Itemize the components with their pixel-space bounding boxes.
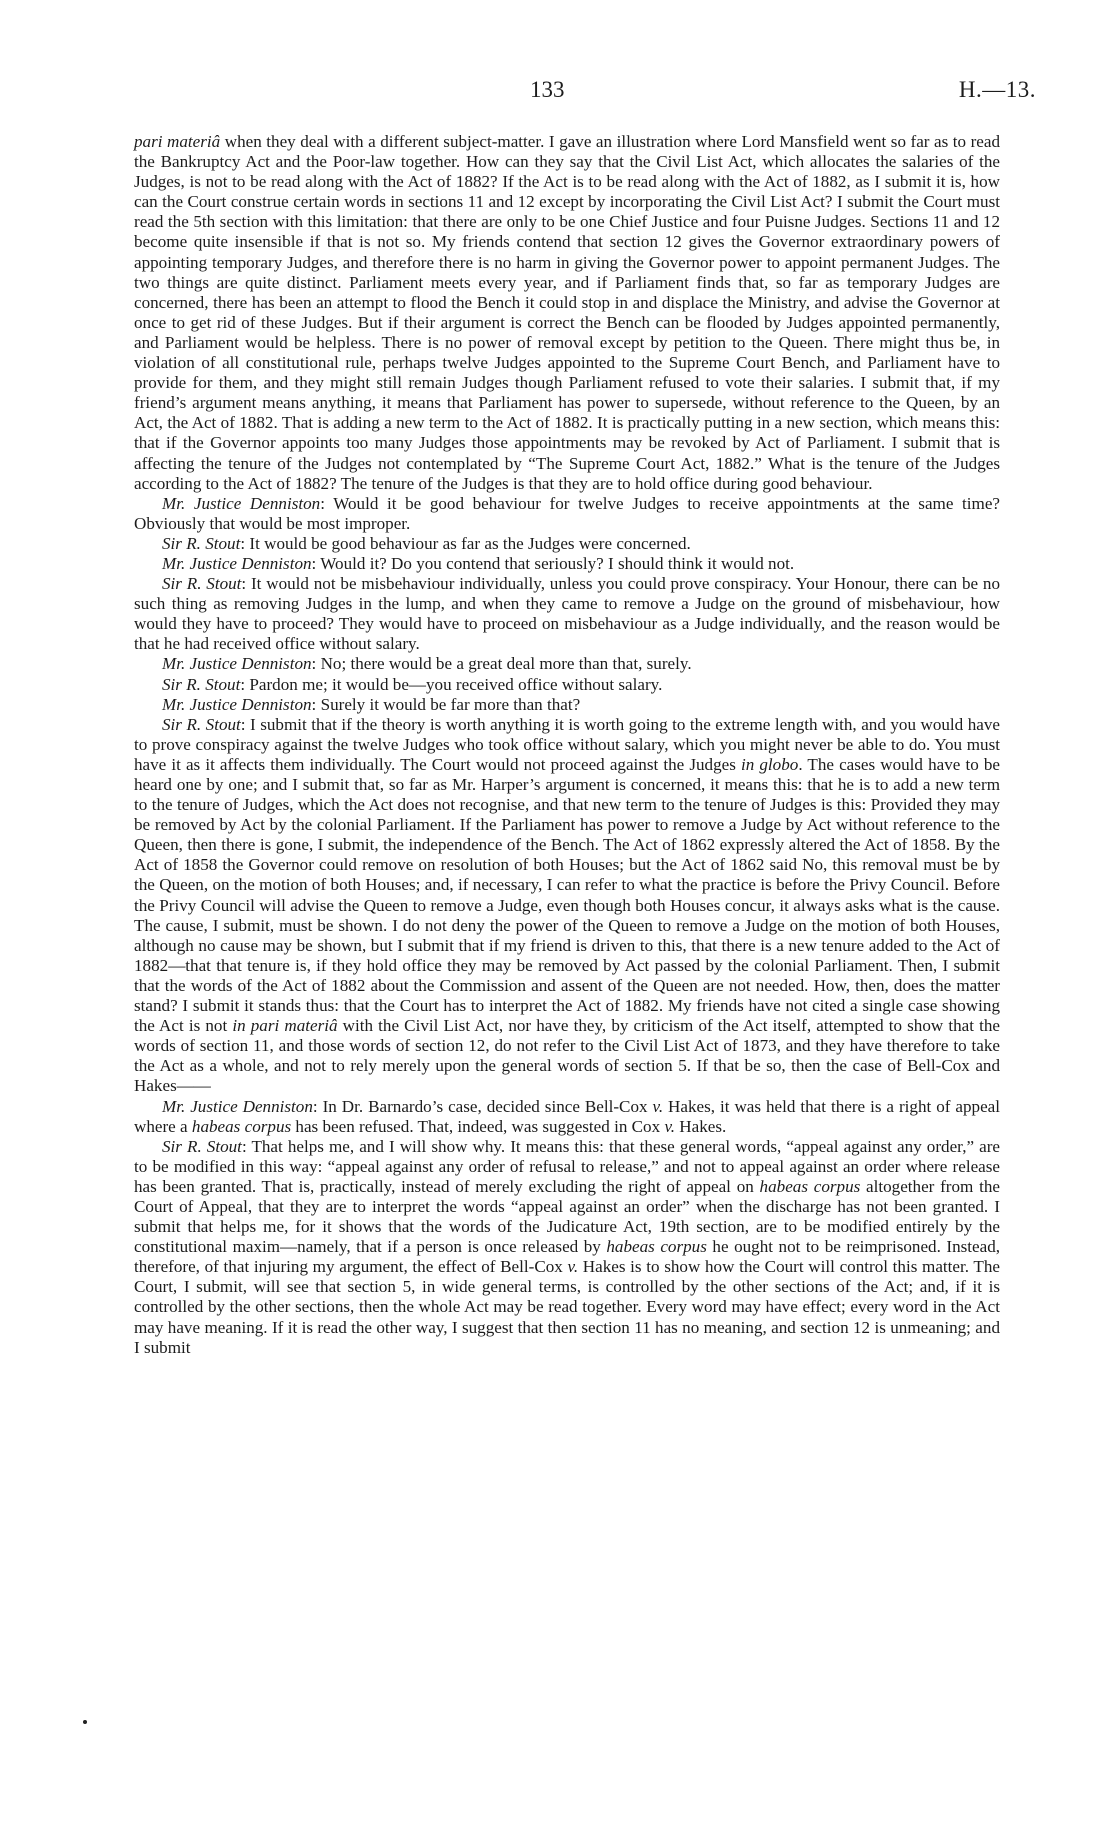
text-segment: : It would not be misbehaviour individually, unless you could prove conspiracy. Your Honour, there can be no such thing as removing Judges in the lump, and when they came to remove a Judge on the ground of misbehaviour, how would they have to proceed? They would have to proceed on misbehaviour as a Judge individually, and the reason would be that he had received office without salary.: [134, 574, 1000, 654]
text-segment: . The cases would have to be heard one by one; and I submit that, so far as Mr. Harper’s argument is concerned, it means this: that he is to add a new term to the tenure of Judges, which the Act does not recognise, and that new term to the tenure of Judges is this: Provided they may be removed by Act by the colonial Parliament. If the Parliament has power to remove a Judge by Act without reference to the Queen, then there is gone, I submit, the independence of the Bench. The Act of 1862 expressly altered the Act of 1858. By the Act of 1858 the Governor could remove on resolution of both Houses; but the Act of 1862 said No, this removal must be by the Queen, on the motion of both Houses; and, if necessary, I can refer to what the practice is before the Privy Council. Before the Privy Council will advise the Queen to remove a Judge, even though both Houses concur, it always asks what is the cause. The cause, I submit, must be shown. I do not deny the power of the Queen to remove a Judge on the motion of both Houses, although no cause may be shown, but I submit that if my friend is driven to this, that there is a new tenure added to the Act of 1882—that that tenure is, if they hold office they may be removed by Act passed by the colonial Parliament. Then, I submit that the words of the Act of 1882 about the Commission and assent of the Queen are not needed. How, then, does the matter stand? I submit it stands thus: that the Court has to interpret the Act of 1882. My friends have not cited a single case showing the Act is not: [134, 754, 1000, 1036]
speaker-name: Mr. Justice Denniston: [162, 1096, 313, 1116]
text-segment: : That helps me, and I will show why. It means this: that these general words, “appeal against any order,” are to be modified in this way: “appeal against any order of refusal to release,” and not to appeal against an order where release has been granted. That is, practically, instead of merely excluding the right of appeal on: [134, 1136, 1000, 1196]
text-segment: : I submit that if the theory is worth anything it is worth going to the extreme length with, and you would have to prove conspiracy against the twelve Judges who took office without salary, which you might never be able to do. You must have it as it affects them individually. The Court would not proceed against the Judges: [134, 714, 1000, 774]
italic-text: v.: [664, 1116, 676, 1136]
italic-text: v.: [652, 1096, 664, 1116]
dialogue-paragraph: [134, 675, 1000, 695]
text-segment: : Pardon me; it would be—you received office without salary.: [240, 674, 663, 694]
speaker-name: Mr. Justice Denniston: [162, 694, 312, 714]
text-segment: : Would it be good behaviour for twelve Judges to receive appointments at the same time? Obviously that would be most improper.: [134, 493, 1000, 533]
text-segment: he ought not to be reimprisoned. Instead, therefore, of that injuring my argument, the effect of Bell-Cox: [134, 1237, 1001, 1277]
text-segment: has been refused. That, indeed, was suggested in Cox: [291, 1116, 665, 1136]
italic-text: habeas corpus: [191, 1116, 292, 1136]
dialogue-paragraph: [134, 574, 1000, 654]
italic-text: in globo: [740, 754, 799, 774]
dialogue-paragraph: [134, 494, 1000, 534]
speaker-name: Sir R. Stout: [162, 674, 241, 694]
italic-text: pari materiâ: [134, 132, 221, 151]
dialogue-paragraph: [134, 534, 1000, 554]
page-number: 133: [530, 77, 565, 102]
document-body: [134, 132, 1000, 1358]
italic-text: v.: [567, 1257, 579, 1277]
italic-text: habeas corpus: [606, 1237, 707, 1257]
speaker-name: Sir R. Stout: [162, 714, 241, 734]
text-segment: : No; there would be a great deal more than that, surely.: [311, 654, 692, 674]
page-header: [0, 77, 1114, 117]
text-segment: Hakes.: [675, 1116, 727, 1136]
text-segment: : It would be good behaviour as far as the Judges were concerned.: [240, 533, 691, 553]
text-segment: : In Dr. Barnardo’s case, decided since Bell-Cox: [312, 1096, 653, 1116]
text-segment: Hakes, it was held that there is a right of appeal where a: [134, 1096, 1000, 1136]
text-segment: when they deal with a different subject-matter. I gave an illustration where Lord Mansfield went so far as to read the Bankruptcy Act and the Poor-law together. How can they say that the Civil List Act, which allocates the salaries of the Judges, is not to be read along with the Act of 1882? If the Act is to be read along with the Act of 1882, as I submit it is, how can the Court construe certain words in sections 11 and 12 except by incorporating the Civil List Act? I submit the Court must read the 5th section with this limitation: that there are only to be one Chief Justice and four Puisne Judges. Sections 11 and 12 become quite insensible if that is not so. My friends contend that section 12 gives the Governor extraordinary powers of appointing temporary Judges, and therefore there is no harm in giving the Governor power to appoint permanent Judges. The two things are quite distinct. Parliament meets every year, and if Parliament finds that, so far as temporary Judges are concerned, there has been an attempt to flood the Bench it could stop in and displace the Ministry, and advise the Governor at once to get rid of these Judges. But if their argument is correct the Bench can be flooded by Judges appointed permanently, and Parliament would be helpless. There is no power of removal except by petition to the Queen. There might thus be, in violation of all constitutional rule, perhaps twelve Judges appointed to the Supreme Court Bench, and Parliament have to provide for them, and they might still remain Judges though Parliament refused to vote their salaries. I submit that, if my friend’s argument means anything, it means that Parliament has power to supersede, without reference to the Queen, by an Act, the Act of 1882. That is adding a new term to the Act of 1882. It is practically putting in a new section, which means this: that if the Governor appoints too many Judges those appointments may be revoked by Act of Parliament. I submit that is affecting the tenure of the Judges not contemplated by “The Supreme Court Act, 1882.” What is the tenure of the Judges according to the Act of 1882? The tenure of the Judges is that they are to hold office during good behaviour.: [134, 132, 1000, 493]
dialogue-paragraph: [134, 715, 1000, 1097]
text-segment: : Surely it would be far more than that?: [311, 694, 581, 714]
body-paragraph: [134, 132, 1000, 494]
stray-ink-mark: [83, 1720, 87, 1724]
speaker-name: Mr. Justice Denniston: [162, 553, 312, 573]
dialogue-paragraph: [134, 554, 1000, 574]
document-reference: H.—13.: [958, 77, 1036, 102]
dialogue-paragraph: [134, 1097, 1000, 1137]
speaker-name: Sir R. Stout: [162, 533, 241, 553]
italic-text: in pari materiâ: [232, 1016, 338, 1036]
speaker-name: Mr. Justice Denniston: [162, 493, 321, 513]
speaker-name: Mr. Justice Denniston: [162, 654, 312, 674]
text-segment: with the Civil List Act, nor have they, by criticism of the Act itself, attempted to show that the words of section 11, and those words of section 12, do not refer to the Civil List Act of 1873, and they have therefore to take the Act as a whole, and not to rely merely upon the general words of section 5. If that be so, then the case of Bell-Cox and Hakes——: [134, 1016, 1000, 1096]
dialogue-paragraph: [134, 695, 1000, 715]
speaker-name: Sir R. Stout: [162, 1136, 242, 1156]
italic-text: habeas corpus: [759, 1176, 861, 1196]
speaker-name: Sir R. Stout: [162, 574, 242, 594]
text-segment: : Would it? Do you contend that seriously? I should think it would not.: [311, 553, 795, 573]
dialogue-paragraph: [134, 654, 1000, 674]
text-segment: Hakes is to show how the Court will control this matter. The Court, I submit, will see that section 5, in wide general terms, is controlled by the other sections of the Act; and, if it is controlled by the other sections, then the whole Act may be read together. Every word may have effect; every word in the Act may have meaning. If it is read the other way, I suggest that then section 11 has no meaning, and section 12 is unmeaning; and I submit: [134, 1257, 1000, 1357]
dialogue-paragraph: [134, 1137, 1000, 1358]
text-segment: altogether from the Court of Appeal, that they are to interpret the words “appeal against an order” when the discharge has not been granted. I submit that helps me, for it shows that the words of the Judicature Act, 19th section, are to be modified entirely by the constitutional maxim—namely, that if a person is once released by: [134, 1176, 1000, 1257]
